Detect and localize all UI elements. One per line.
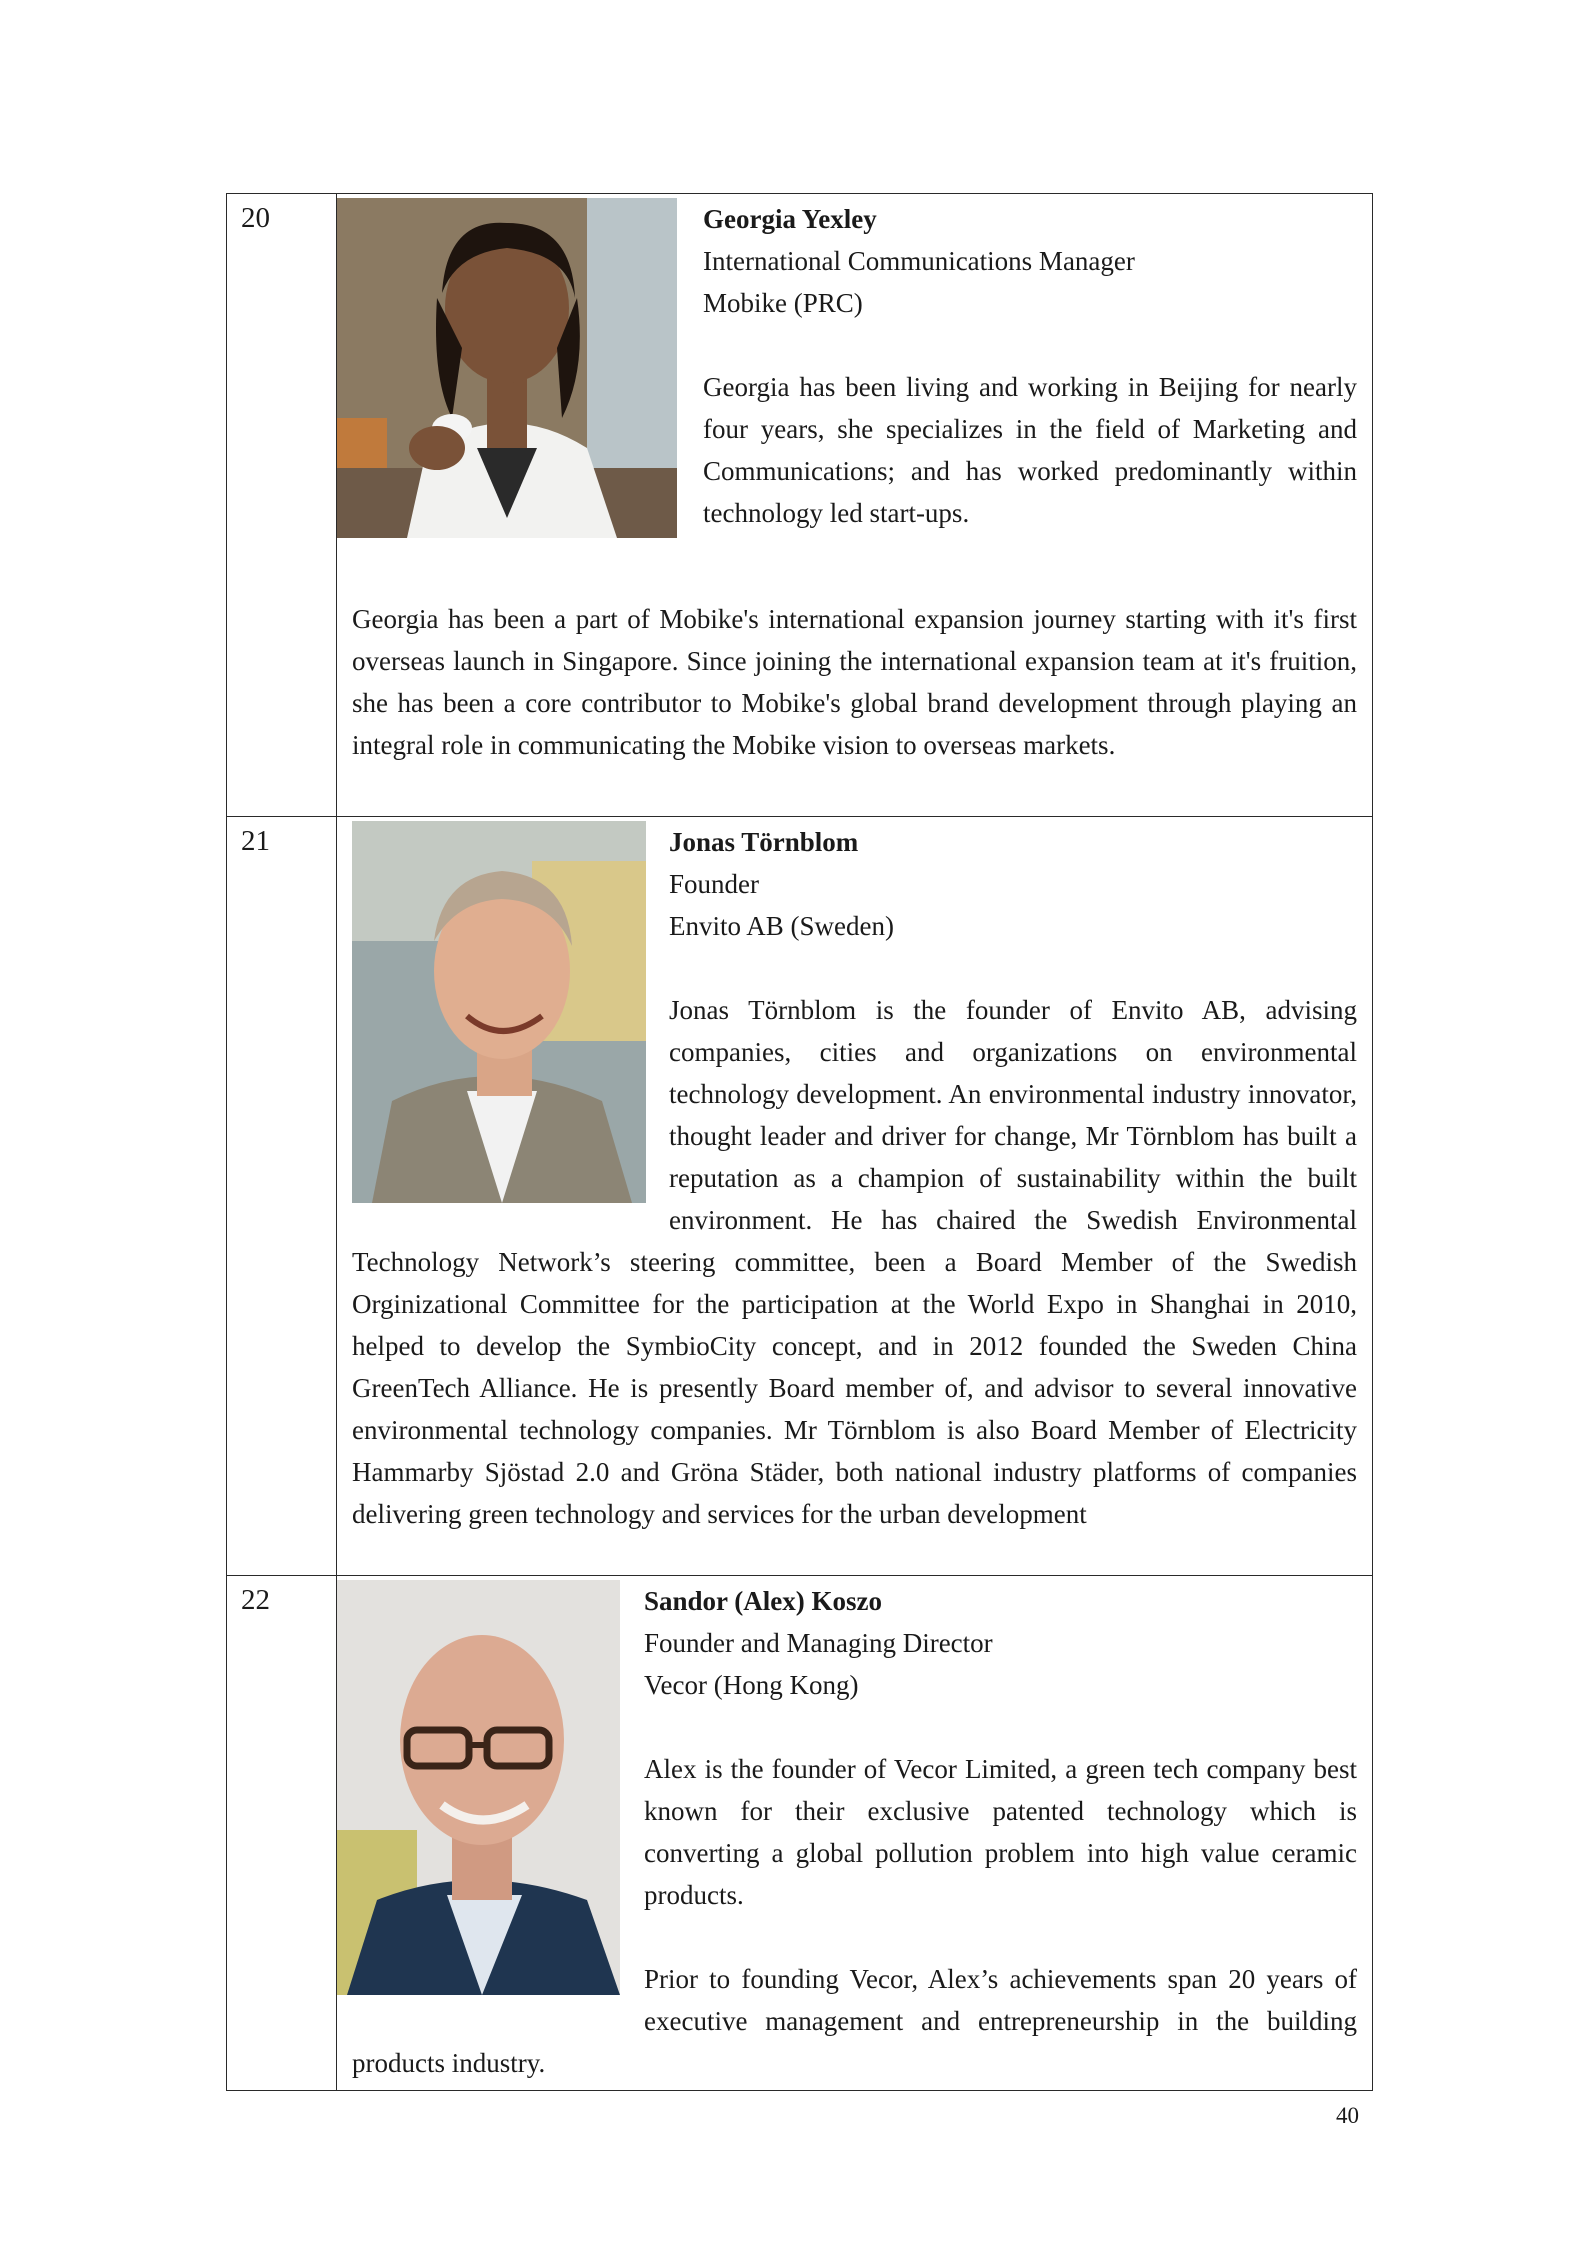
speaker-organization: Vecor (Hong Kong) — [644, 1670, 859, 1700]
speaker-row — [227, 817, 1373, 1576]
speaker-title: Founder and Managing Director — [644, 1628, 993, 1658]
speaker-title: International Communications Manager — [703, 246, 1135, 276]
speaker-photo — [337, 198, 677, 538]
page-number: 40 — [1336, 2103, 1359, 2128]
entry-number: 20 — [227, 194, 337, 817]
speaker-bio: Prior to founding Vecor, Alex’s achievements span 20 years of executive management and entrepreneurship in the building products industry. — [352, 1964, 1357, 2078]
entry-content — [337, 1576, 1373, 2091]
speaker-name: Sandor (Alex) Koszo — [644, 1586, 883, 1616]
entry-content — [337, 194, 1373, 817]
speaker-title: Founder — [669, 869, 759, 899]
speaker-table — [226, 193, 1373, 2091]
speaker-bio: Alex is the founder of Vecor Limited, a green tech company best known for their exclusive patented technology which is converting a global pollution problem into high value ceramic products. — [644, 1754, 1357, 1910]
speaker-organization: Envito AB (Sweden) — [669, 911, 894, 941]
speaker-row — [227, 194, 1373, 817]
speaker-photo — [352, 821, 646, 1203]
speaker-organization: Mobike (PRC) — [703, 288, 863, 318]
speaker-photo — [337, 1580, 620, 1995]
speaker-bio: Georgia has been a part of Mobike's international expansion journey starting with it's first overseas launch in Singapore. Since joining the international expansion team at it's fruition, she has been a core contributor to Mobike's global brand development through playing an integral role in communicating the Mobike vision to overseas markets. — [352, 604, 1357, 760]
speaker-row — [227, 1576, 1373, 2091]
speaker-bio: Georgia has been living and working in Beijing for nearly four years, she specializes in the field of Marketing and Communications; and has worked predominantly within technology led start-ups. — [703, 372, 1357, 528]
entry-number: 22 — [227, 1576, 337, 2091]
speaker-name: Georgia Yexley — [703, 204, 877, 234]
entry-number: 21 — [227, 817, 337, 1576]
speaker-name: Jonas Törnblom — [669, 827, 859, 857]
entry-content — [337, 817, 1373, 1576]
speaker-bio: Jonas Törnblom is the founder of Envito AB, advising companies, cities and organizations on environmental technology development. An environmental industry innovator, thought leader and driver for change, Mr Törnblom has built a reputation as a champion of sustainability within the built environment. He has chaired the Swedish Environmental Technology Network’s steering committee, been a Board Member of the Swedish Orginizational Committee for the participation at the World Expo in Shanghai in 2010, helped to develop the SymbioCity concept, and in 2012 founded the Sweden China GreenTech Alliance. He is presently Board member of, and advisor to several innovative environmental technology companies. Mr Törnblom is also Board Member of Electricity Hammarby Sjöstad 2.0 and Gröna Städer, both national industry platforms of companies delivering green technology and services for the urban development — [352, 995, 1357, 1529]
